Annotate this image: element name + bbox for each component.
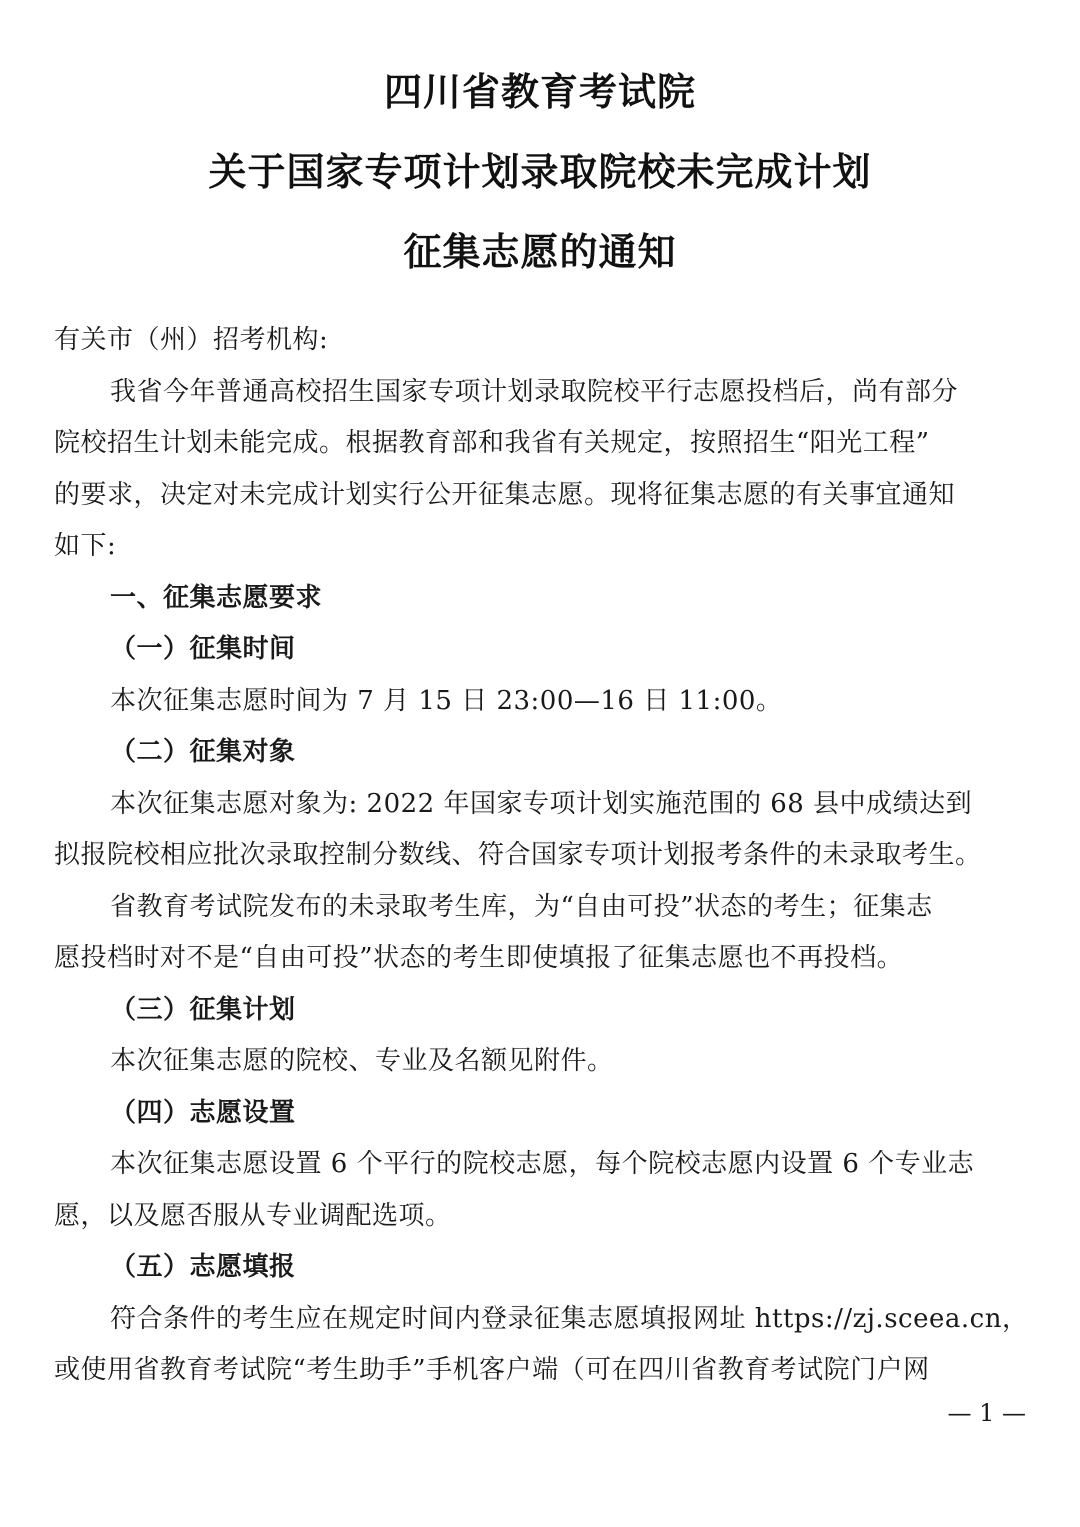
page-number: — 1 — (947, 1399, 1026, 1427)
subheading-plan: （三）征集计划 (110, 994, 296, 1025)
document-title (0, 52, 1080, 292)
title-line-3: 征集志愿的通知 (403, 230, 677, 274)
target-p1-line-2: 拟报院校相应批次录取控制分数线、符合国家专项计划报考条件的未录取考生。 (54, 840, 982, 870)
intro-line-2: 院校招生计划未能完成。根据教育部和我省有关规定，按照招生“阳光工程” (54, 428, 930, 458)
salutation: 有关市（州）招考机构: (54, 325, 329, 355)
subheading-time: （一）征集时间 (110, 634, 296, 664)
intro-line-4: 如下: (54, 531, 117, 561)
plan-text: 本次征集志愿的院校、专业及名额见附件。 (110, 1046, 614, 1076)
document-body (54, 315, 1030, 1397)
filling-line-1: 符合条件的考生应在规定时间内登录征集志愿填报网址 https://zj.sceea.cn， (110, 1303, 1029, 1334)
target-p1-line-1: 本次征集志愿对象为: 2022 年国家专项计划实施范围的 68 县中成绩达到 (110, 788, 973, 819)
section-heading-requirements: 一、征集志愿要求 (110, 582, 323, 613)
setting-line-2: 愿，以及愿否服从专业调配选项。 (54, 1200, 452, 1231)
title-line-2: 关于国家专项计划录取院校未完成计划 (208, 150, 872, 194)
subheading-target: （二）征集对象 (110, 737, 296, 767)
intro-line-3: 的要求，决定对未完成计划实行公开征集志愿。现将征集志愿的有关事宜通知 (54, 479, 956, 510)
filling-line-2: 或使用省教育考试院“考生助手”手机客户端（可在四川省教育考试院门户网 (54, 1355, 930, 1385)
title-line-1: 四川省教育考试院 (383, 70, 696, 114)
subheading-filling: （五）志愿填报 (110, 1252, 296, 1282)
setting-line-1: 本次征集志愿设置 6 个平行的院校志愿，每个院校志愿内设置 6 个专业志 (110, 1149, 975, 1179)
time-text: 本次征集志愿时间为 7 月 15 日 23:00—16 日 11:00。 (110, 685, 783, 716)
target-p2-line-1: 省教育考试院发布的未录取考生库，为“自由可投”状态的考生；征集志 (110, 891, 933, 922)
target-p2-line-2: 愿投档时对不是“自由可投”状态的考生即使填报了征集志愿也不再投档。 (54, 943, 904, 973)
intro-line-1: 我省今年普通高校招生国家专项计划录取院校平行志愿投档后，尚有部分 (110, 376, 959, 407)
subheading-setting: （四）志愿设置 (110, 1097, 296, 1128)
